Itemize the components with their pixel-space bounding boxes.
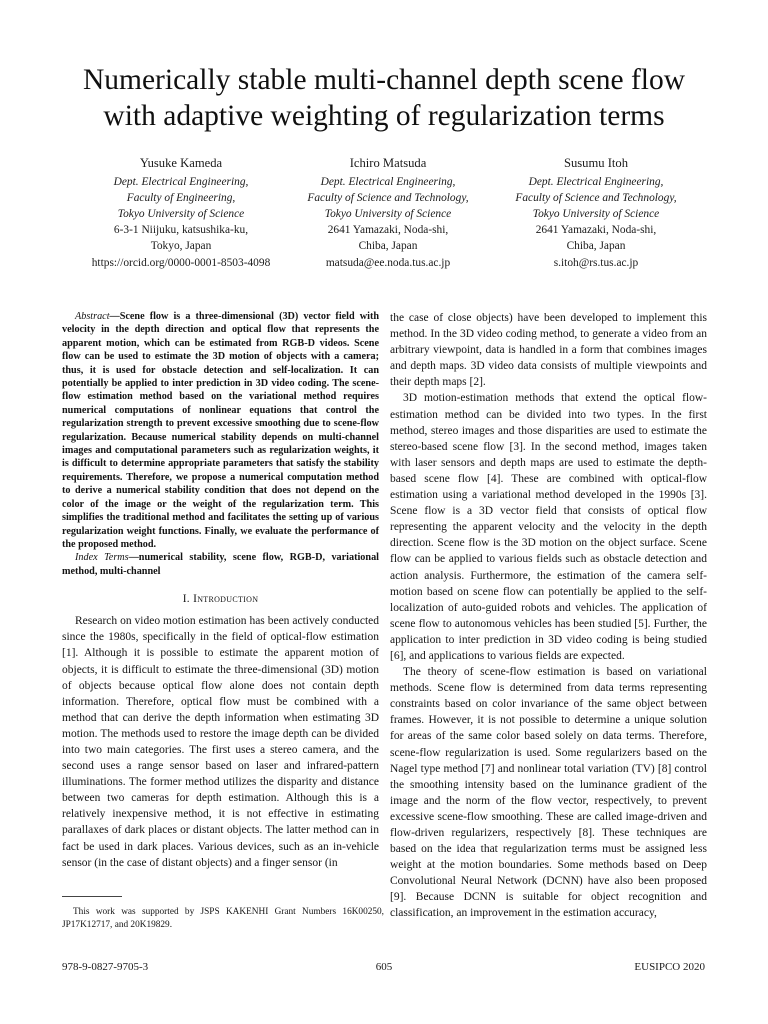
author-address: Tokyo, Japan bbox=[150, 240, 212, 253]
index-terms-text: —numerical stability, scene flow, RGB-D, variational method, multi-channel bbox=[62, 552, 379, 577]
author-address: Chiba, Japan bbox=[566, 240, 626, 253]
abstract bbox=[62, 310, 379, 551]
author-affiliation: Tokyo University of Science bbox=[532, 207, 660, 220]
author-affiliation: Faculty of Science and Technology, bbox=[307, 191, 469, 204]
index-terms-label: Index Terms bbox=[75, 552, 129, 564]
footer-conference: EUSIPCO 2020 bbox=[634, 961, 705, 973]
left-column bbox=[62, 310, 379, 871]
author-address: 6-3-1 Niijuku, katsushika-ku, bbox=[113, 224, 249, 237]
body-paragraph: the case of close objects) have been developed to implement this method. In the 3D video coding method, to generate a video from an arbitrary viewpoint, data is handled in a form that combines images and depth maps. 3D video data consists of multiple viewpoints and their depth maps [2]. bbox=[390, 312, 707, 389]
author-email-link[interactable]: matsuda@ee.noda.tus.ac.jp bbox=[325, 256, 451, 269]
funding-footnote: This work was supported by JSPS KAKENHI Grant Numbers 16K00250, JP17K12717, and 20K19829. bbox=[62, 907, 384, 930]
body-paragraph: The theory of scene-flow estimation is based on variational methods. Scene flow is determined from data terms representing constraints based on color invariance of the same object between frames. However, it is not possible to determine a unique solution for areas of the same color based solely on data terms. Therefore, scene-flow regularization is used. Some regularizers based on the Nagel type method [7] and nonlinear total variation (TV) [8] control the smoothing intensity based on the luminance gradient of the image and the norm of the flow vector, respectively, to prevent excessive scene-flow smoothing. These are called image-driven and flow-driven regularizers, respectively [8]. These techniques are based on the idea that regularization terms must be assigned less weight at the motion boundaries. Some methods based on Deep Convolutional Neural Network (DCNN) have also been proposed [9]. Because DCNN is suitable for object recognition and classification, an improvement in the estimation accuracy, bbox=[390, 666, 707, 920]
footnote-rule bbox=[62, 896, 122, 897]
section-number: I. bbox=[182, 593, 190, 606]
author-address: 2641 Yamazaki, Noda-shi, bbox=[535, 224, 657, 237]
author-email-link[interactable]: s.itoh@rs.tus.ac.jp bbox=[553, 256, 639, 269]
footer-page-number: 605 bbox=[375, 961, 393, 973]
author-affiliation: Tokyo University of Science bbox=[117, 207, 245, 220]
index-terms bbox=[62, 551, 379, 578]
title-line-1: Numerically stable multi-channel depth scene flow bbox=[82, 64, 686, 96]
author-affiliation: Dept. Electrical Engineering, bbox=[113, 175, 249, 188]
abstract-text: —Scene flow is a three-dimensional (3D) vector field with velocity in the depth direction and optical flow that represents the apparent motion, which can be estimated from RGB-D videos. Scene flow can be used to estimate the 3D motion of objects with a camera; thus, it is used for obstacle detection and self-localization. It can potentially be applied to inter prediction in 3D video coding. The scene-flow estimation method based on the variational method requires numerical computations of nonlinear equations that control the regularization strength to prevent excessive smoothing due to scene-flow regularization. Because numerical stability depends on multi-channel images and computational parameters such as regularization weights, it is difficult to determine appropriate parameters that satisfy the stability requirements. Therefore, we propose a numerical computation method to derive a numerical stability condition that does not depend on the color of the image or the weight of the regularization term. This simplifies the traditional method and facilitates the setting up of various regularization weight functions. Finally, we evaluate the performance of the proposed method. bbox=[62, 311, 379, 550]
section-heading-introduction bbox=[62, 591, 379, 607]
footer-isbn: 978-9-0827-9705-3 bbox=[62, 961, 149, 973]
author-affiliation: Faculty of Engineering, bbox=[126, 191, 236, 204]
author-name: Susumu Itoh bbox=[563, 156, 629, 170]
author-address: 2641 Yamazaki, Noda-shi, bbox=[327, 224, 449, 237]
author-name: Yusuke Kameda bbox=[139, 156, 223, 170]
author-name: Ichiro Matsuda bbox=[349, 156, 427, 170]
right-column bbox=[390, 310, 707, 922]
title-line-2: with adaptive weighting of regularization terms bbox=[103, 100, 665, 132]
abstract-label: Abstract bbox=[75, 311, 110, 322]
section-title: Introduction bbox=[193, 593, 259, 606]
author-affiliation: Tokyo University of Science bbox=[324, 207, 452, 220]
author-block-itoh bbox=[472, 155, 720, 271]
body-paragraph: Research on video motion estimation has been actively conducted since the 1980s, specifically in the field of optical-flow estimation [1]. Although it is possible to estimate the apparent motion of objects, it is difficult to estimate the three-dimensional (3D) motion of objects because optical flow alone does not contain depth information. Therefore, optical flow must be combined with a method that can derive the depth information when estimating 3D motion. The methods used to restore the image depth can be divided into two main categories. The first uses a stereo camera, and the second uses a range sensor based on laser and infrared-pattern illuminations. The former method utilizes the disparity and distance between two cameras for depth estimation. Although this is a relatively inexpensive method, it is not effective in estimating parallaxes of dark places or distant objects. The latter method can in fact be used in dark places. Various devices, such as an in-vehicle sensor (in the case of distant objects) and a finger sensor (in bbox=[62, 615, 379, 869]
author-affiliation: Dept. Electrical Engineering, bbox=[320, 175, 456, 188]
author-affiliation: Faculty of Science and Technology, bbox=[515, 191, 677, 204]
author-affiliation: Dept. Electrical Engineering, bbox=[528, 175, 664, 188]
paper-title bbox=[40, 62, 728, 134]
author-orcid-link[interactable]: https://orcid.org/0000-0001-8503-4098 bbox=[91, 256, 271, 269]
author-address: Chiba, Japan bbox=[358, 240, 418, 253]
body-paragraph: 3D motion-estimation methods that extend the optical flow-estimation method can be divided into two types. In the first method, stereo images and those disparities are used to estimate the stereo-based scene flow [3]. In the second method, images taken with laser sensors and depth maps are used to estimate the depth-based scene flow [4]. These are combined with optical-flow estimation using a variational method developed in the 1990s [3]. Scene flow is a 3D vector field that consists of optical flow representing the apparent velocity and the velocity in the depth direction. Scene flow is the 3D motion on the object surface. Scene flow can be applied to various fields such as obstacle detection and action analysis. Furthermore, the estimation of the camera self-motion based on scene flow can potentially be applied to the self-localization of auto-guided robots and vehicles. The application of scene flow to autonomous vehicles has been studied [5]. Further, the application to inter prediction in 3D video coding is being studied [6], and applications to various fields are expected. bbox=[390, 392, 707, 662]
author-block-matsuda bbox=[270, 155, 506, 271]
